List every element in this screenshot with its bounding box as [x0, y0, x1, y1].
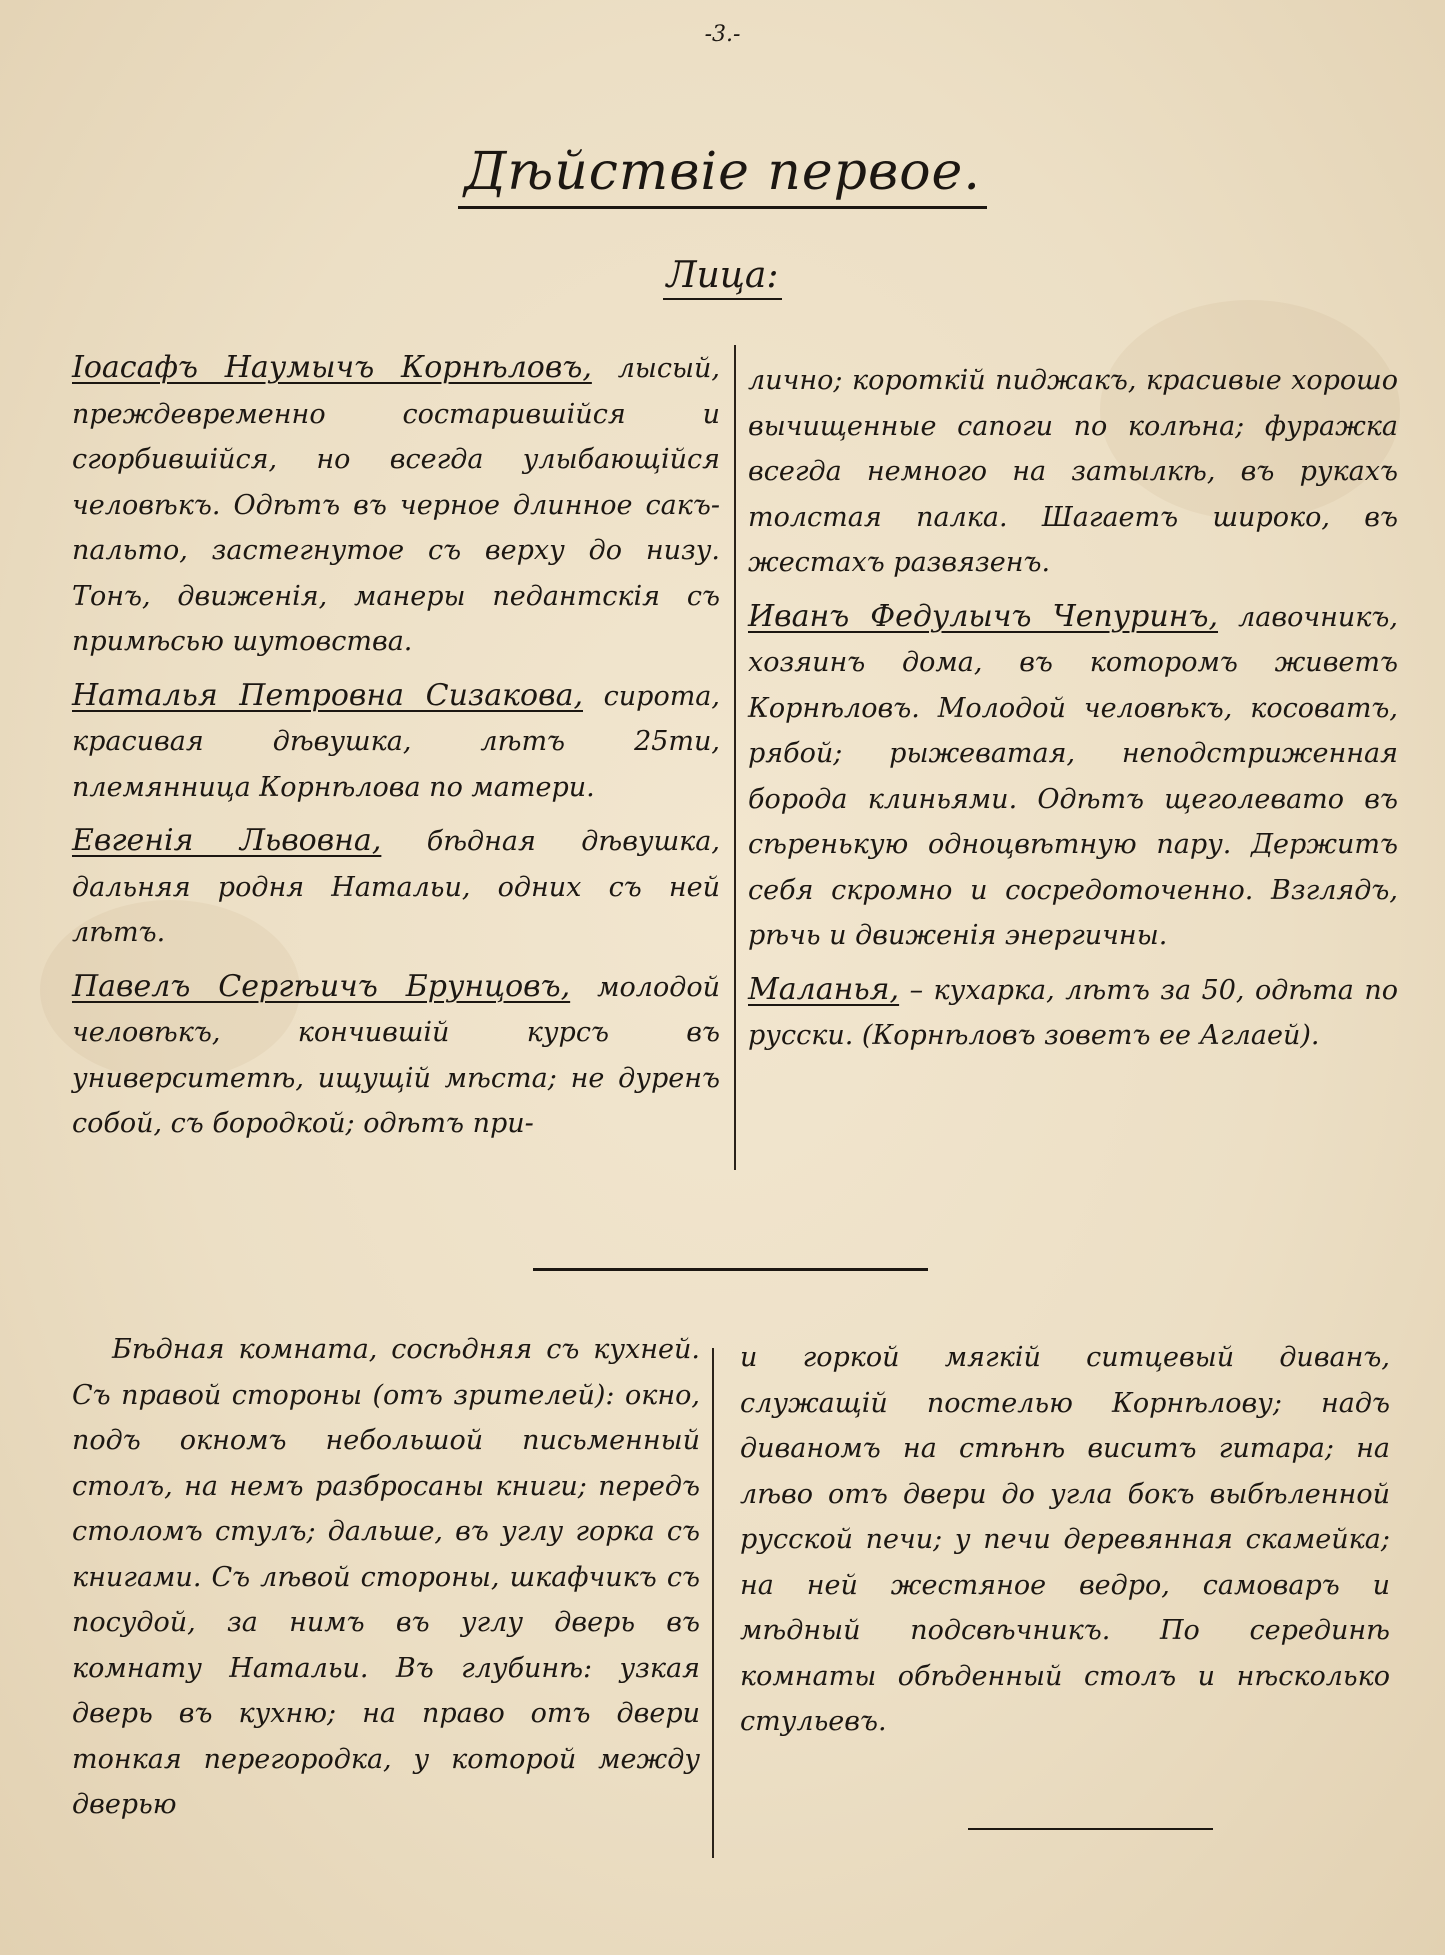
- setting-left-column: [72, 1327, 700, 1828]
- person-name: Иванъ Федулычъ Чепуринъ,: [748, 598, 1219, 634]
- column-divider: [712, 1348, 714, 1858]
- person-name: Іоасафъ Наумычъ Корнѣловъ,: [72, 350, 592, 385]
- page-number: -3.-: [704, 22, 741, 47]
- section-divider: [533, 1268, 928, 1271]
- person-description: – кухарка, лѣтъ за 50, одѣта по русски. (Корнѣловъ зоветъ ее Аглаей).: [748, 974, 1398, 1051]
- person-entry: [72, 964, 720, 1147]
- person-description: лысый, преждевременно состарившійся и сгорбившійся, но всегда улыбающійся человѣкъ. Одѣтъ въ черное длинное сакъ-пальто, застегнутое съ верху до низу. Тонъ, движенія, манеры педантскія съ примѣсью шутовства.: [72, 353, 720, 657]
- person-entry: [748, 358, 1398, 586]
- person-entry: [72, 673, 720, 811]
- person-name: Наталья Петровна Сизакова,: [72, 677, 583, 713]
- persons-right-column: [748, 358, 1398, 1067]
- person-entry: [72, 818, 720, 956]
- end-rule: [968, 1828, 1213, 1830]
- person-name: Евгенія Львовна,: [72, 823, 382, 858]
- act-title: [0, 142, 1445, 202]
- person-name: Маланья,: [748, 971, 900, 1007]
- column-divider: [734, 345, 736, 1170]
- person-entry: [748, 967, 1398, 1059]
- persons-heading: [0, 255, 1445, 296]
- persons-heading-text: Лица:: [663, 255, 783, 300]
- person-name: Павелъ Сергѣичъ Брунцовъ,: [72, 968, 571, 1004]
- setting-text: Бѣдная комната, сосѣдняя съ кухней. Съ правой стороны (отъ зрителей): окно, подъ окномъ небольшой письменный столъ, на немъ разбросаны книги; передъ столомъ стулъ; дальше, въ углу горка съ книгами. Съ лѣвой стороны, шкафчикъ съ посудой, за нимъ въ углу дверь въ комнату Натальи. Въ глубинѣ: узкая дверь въ кухню; на право отъ двери тонкая перегородка, у которой между дверью: [72, 1334, 700, 1820]
- setting-text: и горкой мягкій ситцевый диванъ, служащій постелью Корнѣлову; надъ диваномъ на стѣнѣ виситъ гитара; на лѣво отъ двери до угла бокъ выбѣленной русской печи; у печи деревянная скамейка; на ней жестяное ведро, самоваръ и мѣдный подсвѣчникъ. По серединѣ комнаты обѣденный столъ и нѣсколько стульевъ.: [740, 1342, 1390, 1737]
- setting-right-column: [740, 1335, 1390, 1745]
- person-description: лично; короткій пиджакъ, красивые хорошо вычищенные сапоги по колѣна; фуражка всегда немного на затылкѣ, въ рукахъ толстая палка. Шагаетъ широко, въ жестахъ развязенъ.: [748, 365, 1398, 578]
- person-entry: [748, 594, 1398, 959]
- person-description: бѣдная дѣвушка, дальняя родня Натальи, одних съ ней лѣтъ.: [72, 826, 720, 948]
- person-entry: [72, 345, 720, 665]
- person-description: сирота, красивая дѣвушка, лѣтъ 25ти, племянница Корнѣлова по матери.: [72, 680, 720, 803]
- person-description: молодой человѣкъ, кончившій курсъ въ университетѣ, ищущій мѣста; не дуренъ собой, съ бородкой; одѣтъ при-: [72, 971, 720, 1139]
- act-title-text: Дѣйствіе первое.: [458, 142, 987, 209]
- person-description: лавочникъ, хозяинъ дома, въ которомъ живетъ Корнѣловъ. Молодой человѣкъ, косоватъ, рябой; рыжеватая, неподстриженная борода клиньями. Одѣтъ щеголевато въ сѣренькую одноцвѣтную пару. Держитъ себя скромно и сосредоточенно. Взглядъ, рѣчь и движенія энергичны.: [748, 601, 1398, 951]
- persons-left-column: [72, 345, 720, 1155]
